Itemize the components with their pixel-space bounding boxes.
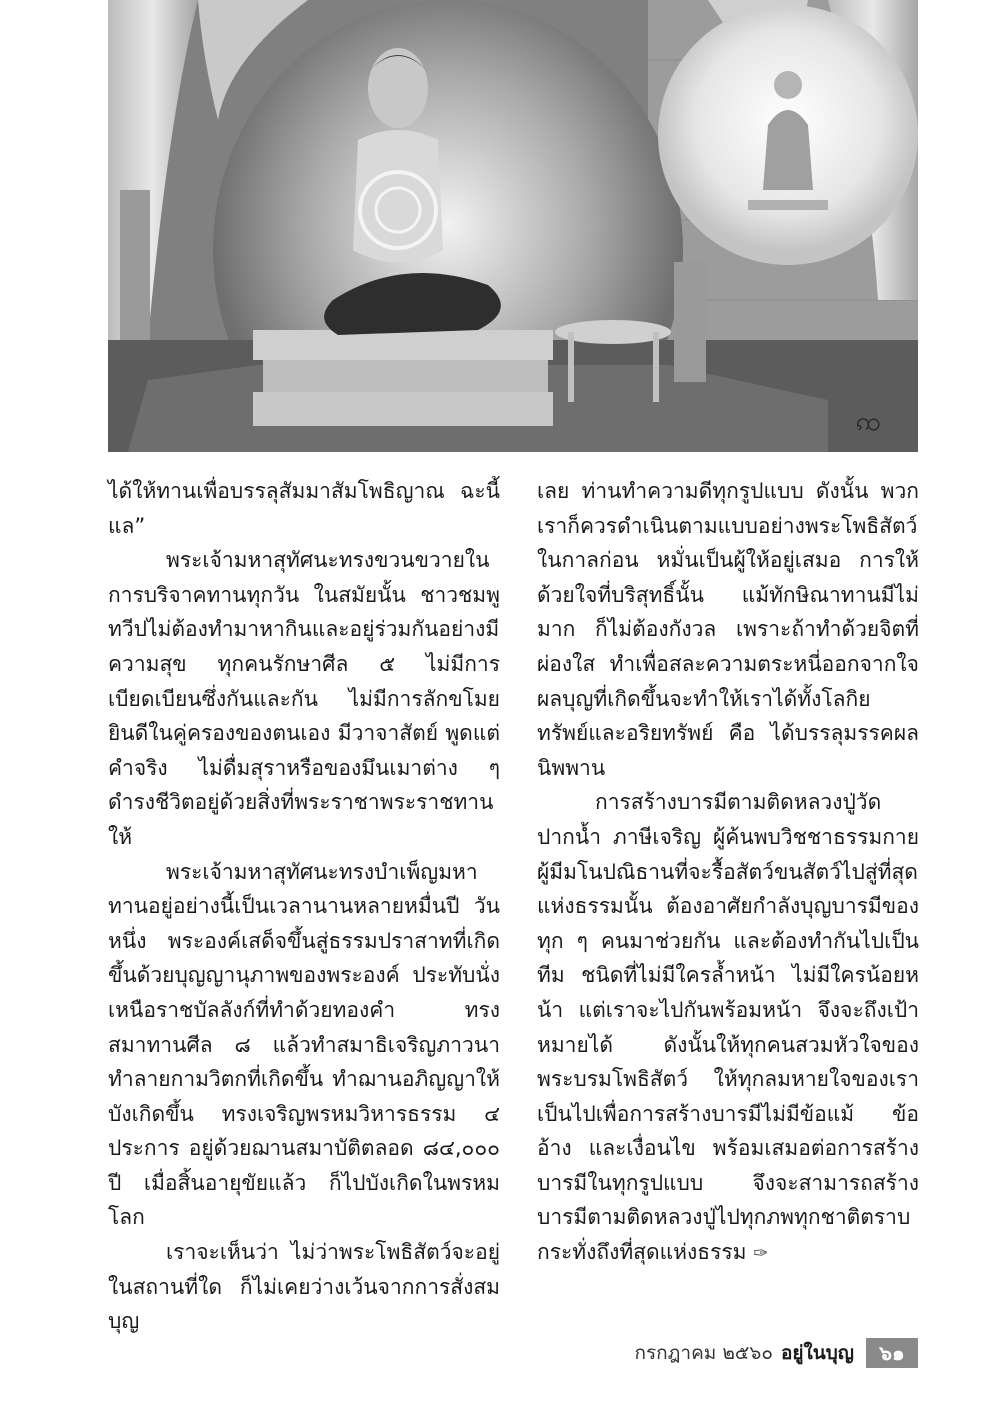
svg-text:ꩡ: ꩡ: [856, 407, 882, 437]
paragraph: เราจะเห็นว่า ไม่ว่าพระโพธิสัตว์จะอยู่ในสถานที่ใด ก็ไม่เคยว่างเว้นจากการสั่งสมบุญ: [108, 1240, 500, 1334]
magazine-title: อยู่ในบุญ: [780, 1342, 854, 1364]
page-number: ๖๑: [866, 1338, 918, 1368]
right-text-column: [537, 474, 919, 1272]
paragraph: ได้ให้ทานเพื่อบรรลุสัมมาสัมโพธิญาณ ฉะนี้แล”: [108, 479, 500, 538]
page-footer: [600, 1336, 918, 1370]
paragraph: พระเจ้ามหาสุทัศนะทรงบำเพ็ญมหาทานอยู่อย่างนี้เป็นเวลานานหลายหมื่นปี วันหนึ่ง พระองค์เสด็จขึ้นสู่ธรรมปราสาทที่เกิดขึ้นด้วยบุญญานุภาพของพระองค์ ประทับนั่งเหนือราชบัลลังก์ที่ทำด้วยทองคำ ทรงสมาทานศีล ๘ แล้วทำสมาธิเจริญภาวนาทำลายกามวิตกที่เกิดขึ้น ทำฌานอภิญญาให้บังเกิดขึ้น ทรงเจริญพรหมวิหารธรรม ๔ ประการ อยู่ด้วยฌานสมาบัติตลอด ๘๔,๐๐๐ ปี เมื่อสิ้นอายุขัยแล้ว ก็ไปบังเกิดในพรหมโลก: [108, 859, 500, 1230]
paragraph: เลย ท่านทำความดีทุกรูปแบบ ดังนั้น พวกเราก็ควรดำเนินตามแบบอย่างพระโพธิสัตว์ในกาลก่อน หมั่นเป็นผู้ให้อยู่เสมอ การให้ด้วยใจที่บริสุทธิ์นั้น แม้ทักษิณาทานมีไม่มาก ก็ไม่ต้องกังวล เพราะถ้าทำด้วยจิตที่ผ่องใส ทำเพื่อสละความตระหนี่ออกจากใจ ผลบุญที่เกิดขึ้นจะทำให้เราได้ทั้งโลกิยทรัพย์และอริยทรัพย์ คือ ได้บรรลุมรรคผลนิพพาน: [537, 479, 919, 780]
paragraph: [537, 785, 919, 1271]
left-text-column: [108, 474, 500, 1339]
paragraph-text: การสร้างบารมีตามติดหลวงปู่วัดปากน้ำ ภาษีเจริญ ผู้ค้นพบวิชชาธรรมกาย ผู้มีมโนปณิธานที่จะรื้อสัตว์ขนสัตว์ไปสู่ที่สุดแห่งธรรมนั้น ต้องอาศัยกำลังบุญบารมีของทุก ๆ คนมาช่วยกัน และต้องทำกันไปเป็นทีม ชนิดที่ไม่มีใครล้ำหน้า ไม่มีใครน้อยหน้า แต่เราจะไปกันพร้อมหน้า จึงจะถึงเป้าหมายได้ ดังนั้นให้ทุกคนสวมหัวใจของพระบรมโพธิสัตว์ ให้ทุกลมหายใจของเราเป็นไปเพื่อการสร้างบารมีไม่มีข้อแม้ ข้ออ้าง และเงื่อนไข พร้อมเสมอต่อการสร้างบารมีในทุกรูปแบบ จึงจะสามารถสร้างบารมีตามติดหลวงปู่ไปทุกภพทุกชาติตราบกระทั่งถึงที่สุดแห่งธรรม: [537, 790, 919, 1265]
paragraph: พระเจ้ามหาสุทัศนะทรงขวนขวายในการบริจาคทานทุกวัน ในสมัยนั้น ชาวชมพูทวีปไม่ต้องทำมาหากินและอยู่ร่วมกันอย่างมีความสุข ทุกคนรักษาศีล ๕ ไม่มีการเบียดเบียนซึ่งกันและกัน ไม่มีการลักขโมย ยินดีในคู่ครองของตนเอง มีวาจาสัตย์ พูดแต่คำจริง ไม่ดื่มสุราหรือของมึนเมาต่าง ๆ ดำรงชีวิตอยู่ด้วยสิ่งที่พระราชาพระราชทานให้: [108, 548, 500, 849]
end-mark-icon: ✑: [753, 1243, 769, 1265]
issue-date: กรกฎาคม ๒๕๖๐: [634, 1342, 773, 1364]
meditation-illustration: [108, 0, 918, 452]
